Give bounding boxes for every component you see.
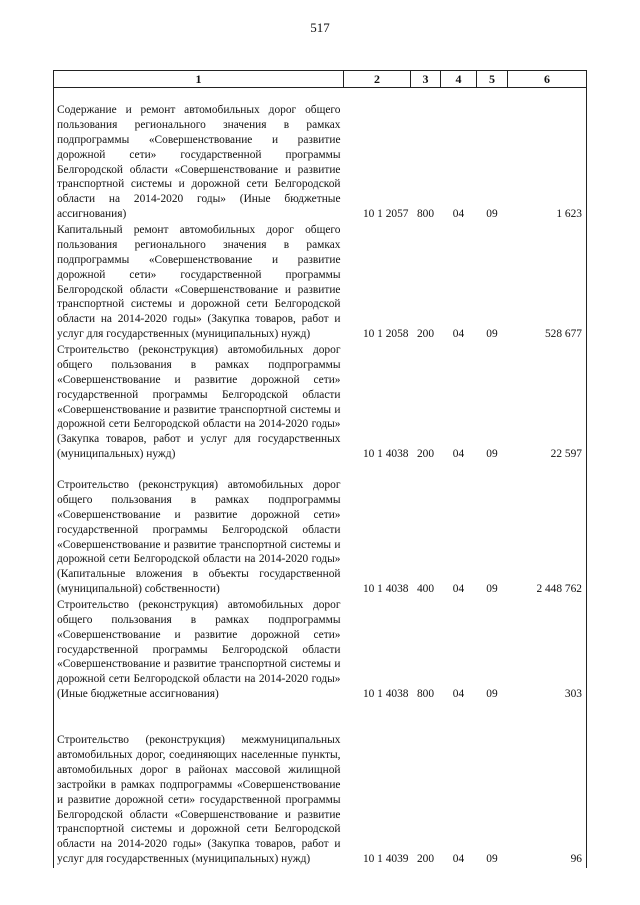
table-row — [54, 343, 587, 463]
row-section: 04 — [452, 688, 465, 701]
row-target-code: 10 1 4039 — [362, 853, 409, 866]
table-row — [54, 223, 587, 343]
row-target-code: 10 1 4038 — [362, 448, 409, 461]
row-amount: 2 448 762 — [508, 463, 587, 598]
row-target-code: 10 1 2058 — [362, 328, 409, 341]
table-row — [54, 463, 587, 598]
row-amount: 303 — [508, 598, 587, 703]
table-header-row — [54, 71, 587, 88]
table-row — [54, 598, 587, 703]
row-target-code: 10 1 4038 — [362, 688, 409, 701]
row-target-code: 10 1 2057 — [362, 208, 409, 221]
row-subsection: 09 — [486, 688, 498, 701]
table-row — [54, 88, 587, 224]
header-col-2: 2 — [344, 71, 411, 88]
row-expense-type: 800 — [416, 688, 435, 701]
row-amount: 1 623 — [508, 88, 587, 224]
row-section: 04 — [452, 853, 465, 866]
header-col-4: 4 — [441, 71, 477, 88]
page-number: 517 — [310, 20, 330, 35]
table-row — [54, 703, 587, 868]
row-section: 04 — [452, 328, 465, 341]
row-description: Строительство (реконструкция) межмуниципальных автомобильных дорог, соединяющих населенные пункты, автомобильных дорог в районах массовой жилищной застройки в рамках подпрограммы «Совершенствование и развитие дорожной сети» государственной программы Белгородской области «Совершенствование и развитие транспортной системы и дорожной сети Белгородской области на 2014-2020 годы» (Закупка товаров, работ и услуг для государственных (муниципальных) нужд) — [54, 703, 344, 868]
row-description: Содержание и ремонт автомобильных дорог общего пользования регионального значения в рамках подпрограммы «Совершенствование и развитие дорожной сети» государственной программы Белгородской области «Совершенствование и развитие транспортной системы и дорожной сети Белгородской области на 2014-2020 годы» (Иные бюджетные ассигнования) — [54, 88, 344, 224]
row-amount: 528 677 — [508, 223, 587, 343]
header-col-5: 5 — [477, 71, 508, 88]
row-target-code: 10 1 4038 — [362, 583, 409, 596]
row-description: Строительство (реконструкция) автомобильных дорог общего пользования в рамках подпрограммы «Совершенствование и развитие дорожной сети» государственной программы Белгородской области «Совершенствование и развитие транспортной системы и дорожной сети Белгородской области на 2014-2020 годы» (Иные бюджетные ассигнования) — [54, 598, 344, 703]
row-subsection: 09 — [486, 328, 498, 341]
row-expense-type: 200 — [416, 853, 435, 866]
row-subsection: 09 — [486, 853, 498, 866]
row-description: Строительство (реконструкция) автомобильных дорог общего пользования в рамках подпрограммы «Совершенствование и развитие дорожной сети» государственной программы Белгородской области «Совершенствование и развитие транспортной системы и дорожной сети Белгородской области на 2014-2020 годы» (Капитальные вложения в объекты государственной (муниципальной) собственности) — [54, 463, 344, 598]
row-subsection: 09 — [486, 583, 498, 596]
row-amount: 22 597 — [508, 343, 587, 463]
header-col-3: 3 — [411, 71, 441, 88]
row-section: 04 — [452, 448, 465, 461]
budget-table — [53, 70, 587, 868]
row-amount: 96 — [508, 703, 587, 868]
row-subsection: 09 — [486, 208, 498, 221]
row-section: 04 — [452, 583, 465, 596]
row-description: Строительство (реконструкция) автомобильных дорог общего пользования в рамках подпрограммы «Совершенствование и развитие дорожной сети» государственной программы Белгородской области «Совершенствование и развитие транспортной системы и дорожной сети Белгородской области на 2014-2020 годы» (Закупка товаров, работ и услуг для государственных (муниципальных) нужд) — [54, 343, 344, 463]
row-expense-type: 200 — [416, 448, 435, 461]
row-description: Капитальный ремонт автомобильных дорог общего пользования регионального значения в рамках подпрограммы «Совершенствование и развитие дорожной сети» государственной программы Белгородской области «Совершенствование и развитие транспортной системы и дорожной сети Белгородской области на 2014-2020 годы» (Закупка товаров, работ и услуг для государственных (муниципальных) нужд) — [54, 223, 344, 343]
row-section: 04 — [452, 208, 465, 221]
header-col-6: 6 — [508, 71, 587, 88]
row-expense-type: 200 — [416, 328, 435, 341]
row-subsection: 09 — [486, 448, 498, 461]
header-col-1: 1 — [54, 71, 344, 88]
row-expense-type: 800 — [416, 208, 435, 221]
row-expense-type: 400 — [416, 583, 435, 596]
